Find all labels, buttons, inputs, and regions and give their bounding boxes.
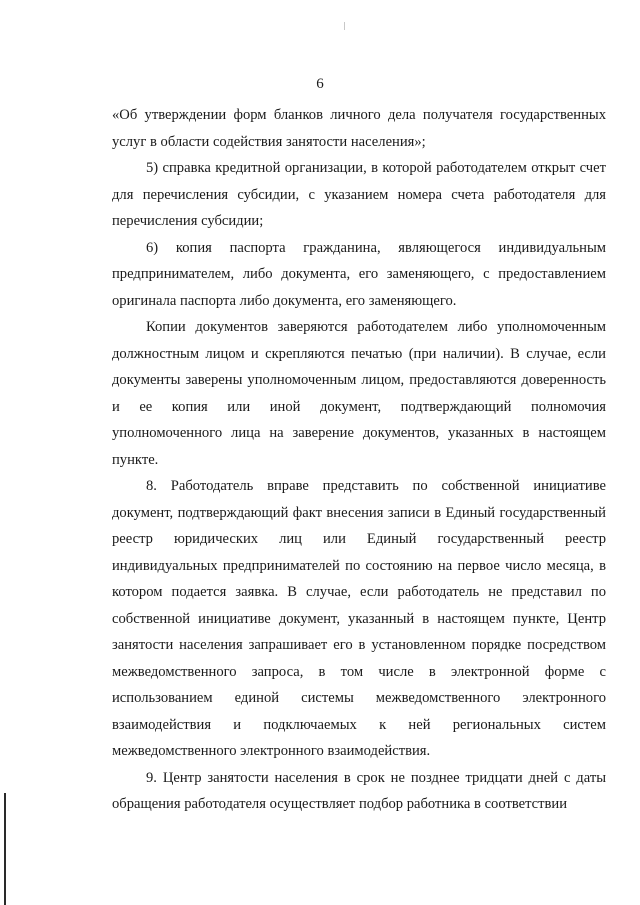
paragraph-continuation: «Об утверждении форм бланков личного дела получателя государственных услуг в области содействия занятости населения»; — [112, 107, 606, 150]
paragraph-item-5: 5) справка кредитной организации, в которой работодателем открыт счет для перечисления субсидии, с указанием номера счета работодателя для перечисления субсидии; — [112, 160, 606, 229]
paragraph-item-9: 9. Центр занятости населения в срок не позднее тридцати дней с даты обращения работодателя осуществляет подбор работника в соответствии — [112, 769, 606, 812]
paragraph-item-6: 6) копия паспорта гражданина, являющегося индивидуальным предпринимателем, либо документа, его заменяющего, с предоставлением оригинала паспорта либо документа, его заменяющего. — [112, 239, 606, 309]
scan-mark — [344, 22, 345, 30]
scan-edge-line — [4, 793, 6, 905]
page-number: 6 — [316, 76, 324, 92]
paragraph-item-8: 8. Работодатель вправе представить по собственной инициативе документ, подтверждающий факт внесения записи в Единый государственный реестр юридических лиц или Единый государственный реестр индивидуальных предпринимателей по состоянию на первое число месяца, в котором подается заявка. В случае, если работодатель не представил по собственной инициативе документ, указанный в настоящем пункте, Центр занятости населения запрашивает его в установленном порядке посредством межведомственного запроса, в том числе в электронной форме с использованием единой системы межведомственного электронного взаимодействия и подключаемых к ней региональных систем межведомственного электронного взаимодействия. — [112, 478, 606, 759]
document-body — [112, 102, 606, 818]
paragraph-copies: Копии документов заверяются работодателем либо уполномоченным должностным лицом и скрепляются печатью (при наличии). В случае, если документы заверены уполномоченным лицом, предоставляются доверенность и ее копия или иной документ, подтверждающий полномочия уполномоченного лица на заверение документов, указанных в настоящем пункте. — [112, 319, 606, 468]
